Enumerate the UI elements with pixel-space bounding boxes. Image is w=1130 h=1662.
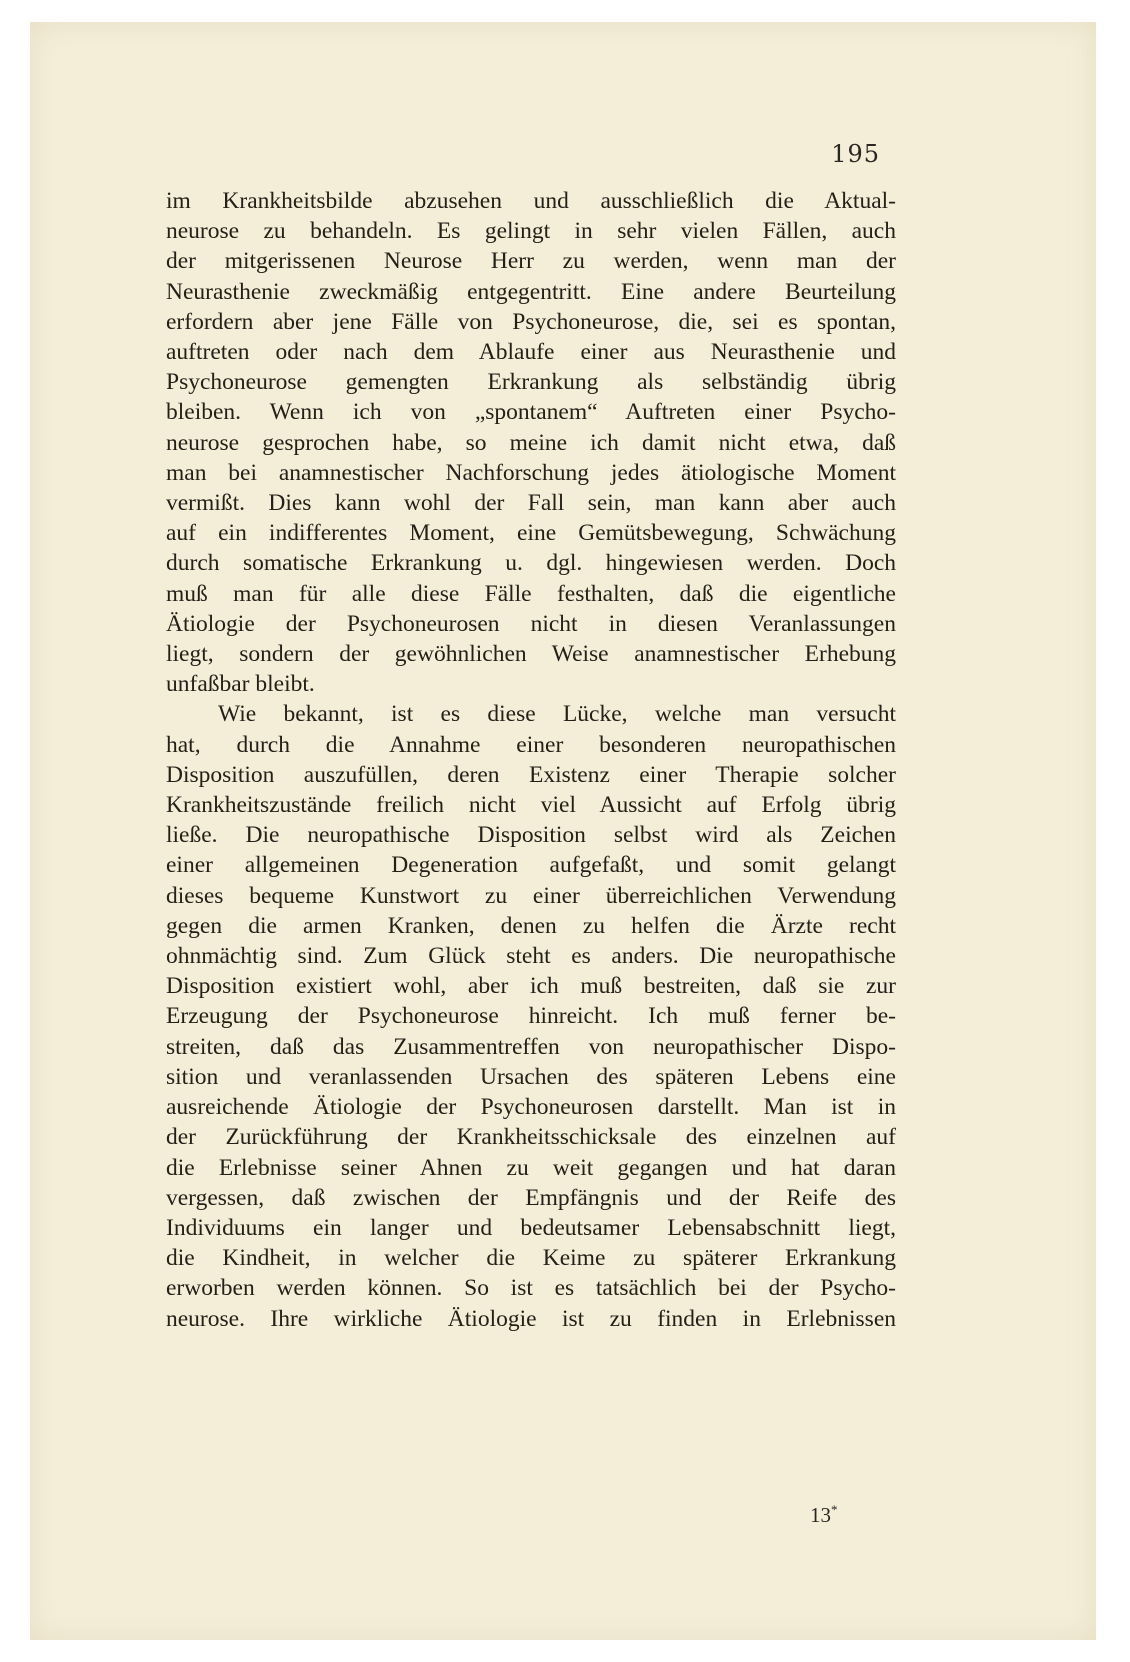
text-line: auftreten oder nach dem Ablaufe einer aus Neurasthenie und — [166, 339, 896, 366]
text-line: liegt, sondern der gewöhnlichen Weise anamnestischer Erhebung — [166, 641, 896, 668]
text-line: ausreichende Ätiologie der Psychoneurosen darstellt. Man ist in — [166, 1094, 896, 1121]
text-line: ohnmächtig sind. Zum Glück steht es anders. Die neuropathische — [166, 943, 896, 970]
text-line: man bei anamnestischer Nachforschung jedes ätiologische Moment — [166, 459, 896, 486]
text-line: neurose zu behandeln. Es gelingt in sehr vielen Fällen, auch — [166, 218, 896, 245]
text-line: Psychoneurose gemengten Erkrankung als selbständig übrig — [166, 369, 896, 396]
text-line: auf ein indifferentes Moment, eine Gemütsbewegung, Schwächung — [166, 520, 896, 547]
text-line: vergessen, daß zwischen der Empfängnis und der Reife des — [166, 1184, 896, 1211]
paragraph-end-line: unfaßbar bleibt. — [166, 671, 315, 698]
text-line: Neurasthenie zweckmäßig entgegentritt. Eine andere Beurteilung — [166, 278, 896, 305]
text-line: neurose. Ihre wirkliche Ätiologie ist zu finden in Erlebnissen — [166, 1305, 896, 1332]
text-line: einer allgemeinen Degeneration aufgefaßt, und somit gelangt — [166, 852, 896, 879]
text-line: bleiben. Wenn ich von „spontanem“ Auftreten einer Psycho- — [166, 399, 896, 426]
text-line: muß man für alle diese Fälle festhalten, daß die eigentliche — [166, 580, 896, 607]
text-line: Ätiologie der Psychoneurosen nicht in diesen Veranlassungen — [166, 610, 896, 637]
text-line: vermißt. Dies kann wohl der Fall sein, man kann aber auch — [166, 490, 896, 517]
paragraph-start-line: Wie bekannt, ist es diese Lücke, welche man versucht — [218, 701, 896, 728]
text-line: ließe. Die neuropathische Disposition selbst wird als Zeichen — [166, 822, 896, 849]
text-line: erfordern aber jene Fälle von Psychoneurose, die, sei es spontan, — [166, 308, 896, 335]
text-line: hat, durch die Annahme einer besonderen neuropathischen — [166, 731, 896, 758]
text-line: streiten, daß das Zusammentreffen von neuropathischer Dispo- — [166, 1033, 896, 1060]
text-line: durch somatische Erkrankung u. dgl. hingewiesen werden. Doch — [166, 550, 896, 577]
text-line: Krankheitszustände freilich nicht viel Aussicht auf Erfolg übrig — [166, 792, 896, 819]
text-line: neurose gesprochen habe, so meine ich damit nicht etwa, daß — [166, 429, 896, 456]
text-line: im Krankheitsbilde abzusehen und ausschließlich die Aktual- — [166, 188, 896, 214]
signature-star: * — [831, 1502, 838, 1517]
text-line: der mitgerissenen Neurose Herr zu werden, wenn man der — [166, 248, 896, 275]
text-line: Individuums ein langer und bedeutsamer Lebensabschnitt liegt, — [166, 1214, 896, 1241]
signature-mark — [810, 1502, 838, 1528]
body-text — [166, 186, 896, 1334]
page-number: 195 — [831, 140, 880, 168]
text-line: Disposition auszufüllen, deren Existenz einer Therapie solcher — [166, 761, 896, 788]
text-line: Erzeugung der Psychoneurose hinreicht. Ich muß ferner be- — [166, 1003, 896, 1030]
text-line: sition und veranlassenden Ursachen des späteren Lebens eine — [166, 1063, 896, 1090]
text-line: gegen die armen Kranken, denen zu helfen die Ärzte recht — [166, 912, 896, 939]
text-line: Disposition existiert wohl, aber ich muß bestreiten, daß sie zur — [166, 973, 896, 1000]
text-line: erworben werden können. So ist es tatsächlich bei der Psycho- — [166, 1275, 896, 1302]
text-line: die Erlebnisse seiner Ahnen zu weit gegangen und hat daran — [166, 1154, 896, 1181]
text-line: dieses bequeme Kunstwort zu einer überreichlichen Verwendung — [166, 882, 896, 909]
signature-number: 13 — [810, 1503, 831, 1527]
text-line: die Kindheit, in welcher die Keime zu späterer Erkrankung — [166, 1245, 896, 1272]
text-line: der Zurückführung der Krankheitsschicksale des einzelnen auf — [166, 1124, 896, 1151]
